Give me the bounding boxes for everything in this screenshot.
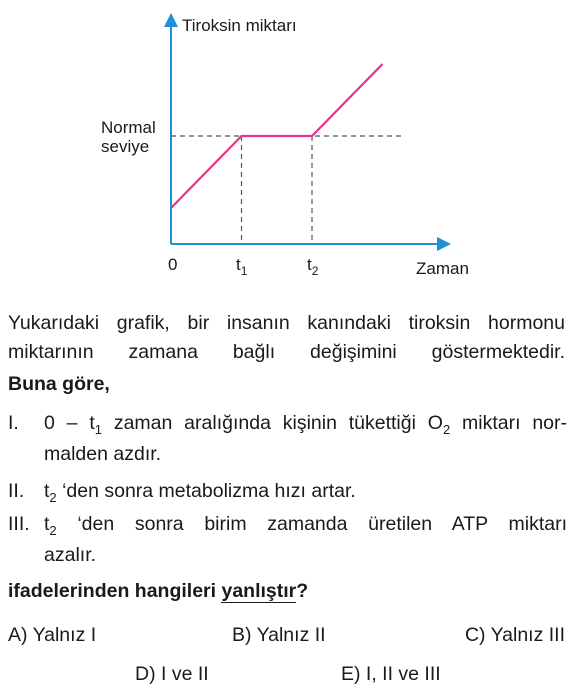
normal-level-label-line1: Normal xyxy=(101,118,156,137)
option-d[interactable]: D) I ve II xyxy=(135,663,209,685)
option-b[interactable]: B) Yalnız II xyxy=(232,624,326,646)
question-lead: Buna göre, xyxy=(8,373,110,395)
thyroxine-graph xyxy=(0,0,571,290)
statement-1-line2: malden azdır. xyxy=(44,443,162,465)
statement-3: III. $t_2$ ‘den sonra birim zamanda üretilen ATP miktarı azalır. xyxy=(8,509,567,571)
option-c[interactable]: C) Yalnız III xyxy=(464,624,565,646)
x-tick-t2: $t_2$ xyxy=(307,255,319,278)
x-tick-t1: $t_1$ xyxy=(236,255,248,278)
option-e[interactable]: E) I, II ve III xyxy=(341,663,441,685)
y-axis-label: Tiroksin miktarı xyxy=(182,16,297,35)
statement-2-number: II. xyxy=(8,480,25,502)
question-intro: Yukarıdaki grafik, bir insanın kanındaki tiroksin hormonu miktarının zamana bağlı değişimini göstermektedir. xyxy=(8,312,565,363)
statement-2: II. $t_2$ ‘den sonra metabolizma hızı artar. xyxy=(8,476,567,507)
statement-3-number: III. xyxy=(8,513,30,535)
x-axis-label: Zaman xyxy=(416,259,469,278)
x-tick-0: 0 xyxy=(168,255,178,274)
normal-level-label-line2: seviye xyxy=(101,137,150,156)
option-a[interactable]: A) Yalnız I xyxy=(8,624,97,646)
statement-3-line2: azalır. xyxy=(44,544,97,566)
statement-1: I. $0 - t_1$ zaman aralığında kişinin tükettiği $O_2$ miktarı nor- malden azdır. xyxy=(8,408,567,470)
question-closing: ifadelerinden hangileri yanlıştır? xyxy=(8,580,309,602)
statement-1-number: I. xyxy=(8,412,19,434)
underlined-keyword: yanlıştır xyxy=(221,580,297,602)
